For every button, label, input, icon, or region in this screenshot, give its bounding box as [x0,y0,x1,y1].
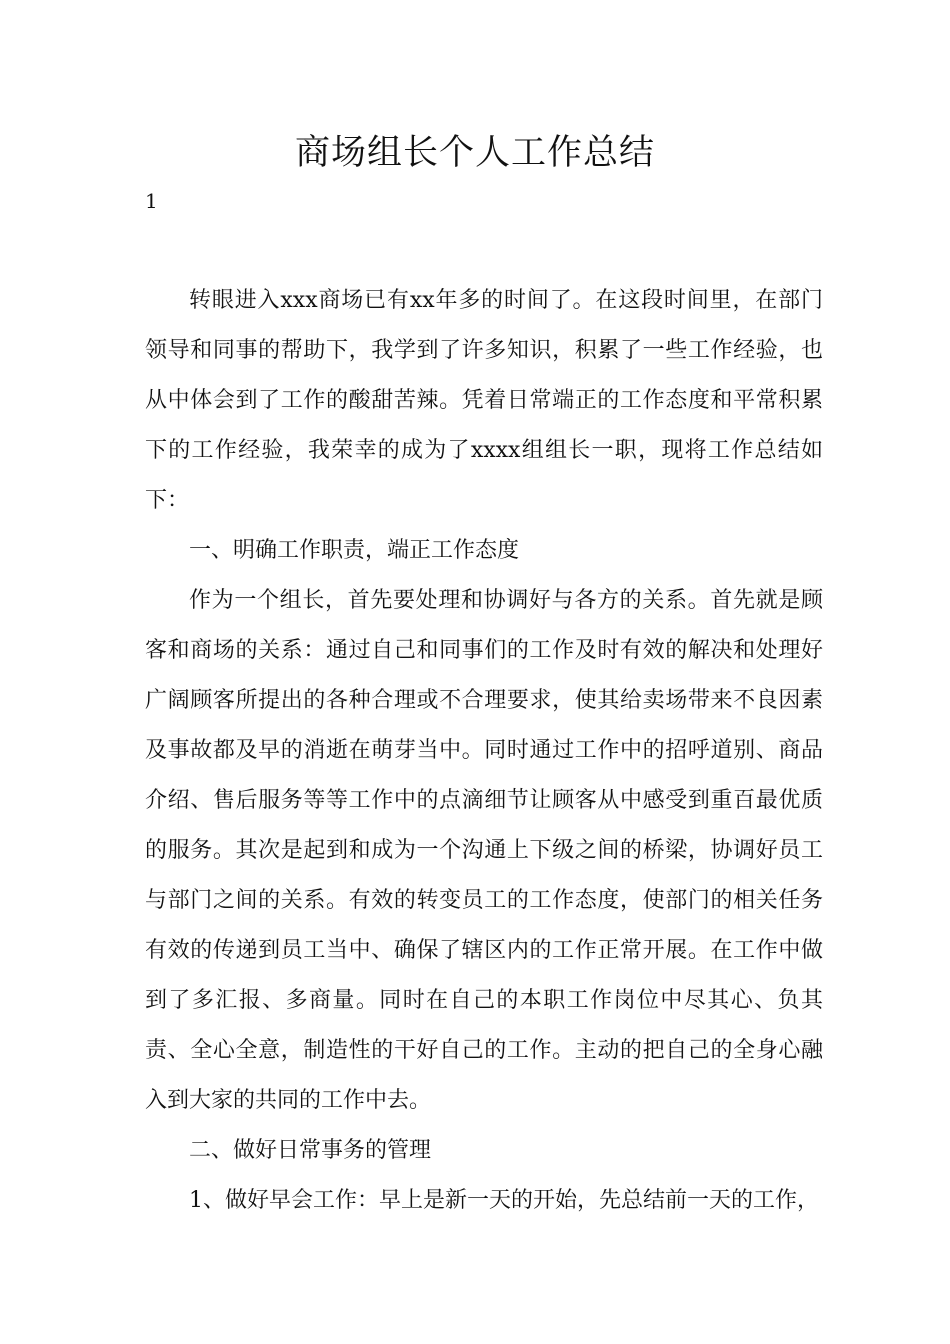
section-heading-1: 一、明确工作职责，端正工作态度 [189,538,520,563]
document-title: 商场组长个人工作总结 [294,133,655,173]
page-number: 1 [145,189,158,213]
paragraph-intro: 转眼进入xxx商场已有xx年多的时间了。在这段时间里，在部门领导和同事的帮助下，我学到了许多知识，积累了一些工作经验，也从中体会到了工作的酸甜苦辣。凭着日常端正的工作态度和平常积累下的工作经验，我荣幸的成为了xxxx组组长一职，现将工作总结如下： [145,288,823,513]
paragraph-item-1: 1、做好早会工作：早上是新一天的开始，先总结前一天的工作， [189,1188,819,1213]
paragraph-section-1: 作为一个组长，首先要处理和协调好与各方的关系。首先就是顾客和商场的关系：通过自己和同事们的工作及时有效的解决和处理好广阔顾客所提出的各种合理或不合理要求，使其给卖场带来不良因素及事故都及早的消逝在萌芽当中。同时通过工作中的招呼道别、商品介绍、售后服务等等工作中的点滴细节让顾客从中感受到重百最优质的服务。其次是起到和成为一个沟通上下级之间的桥梁，协调好员工与部门之间的关系。有效的转变员工的工作态度，使部门的相关任务有效的传递到员工当中、确保了辖区内的工作正常开展。在工作中做到了多汇报、多商量。同时在自己的本职工作岗位中尽其心、负其责、全心全意，制造性的干好自己的工作。主动的把自己的全身心融入到大家的共同的工作中去。 [145,588,823,1113]
document-body [145,276,823,1226]
section-heading-2: 二、做好日常事务的管理 [189,1138,432,1163]
